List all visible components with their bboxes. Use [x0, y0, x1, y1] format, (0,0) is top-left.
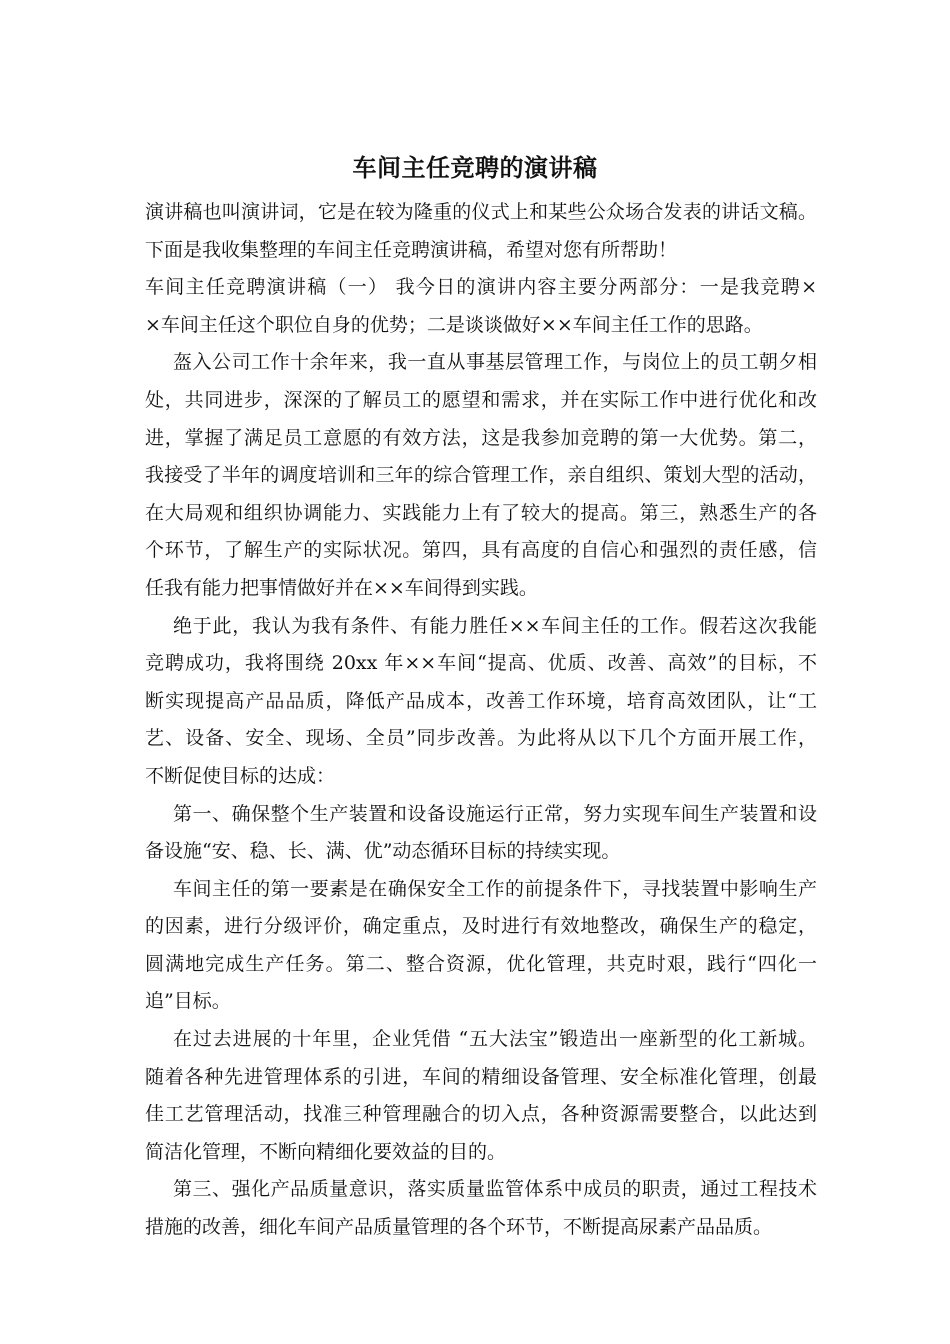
text-line: 盔入公司工作十余年来，我一直从事基层管理工作，与岗位上的员工朝夕相 — [173, 351, 817, 374]
text-line: 在过去进展的十年里，企业凭借 “五大法宝”锻造出一座新型的化工新城。 — [173, 1028, 817, 1051]
text-line: 在大局观和组织协调能力、实践能力上有了较大的提高。第三，熟悉生产的各 — [145, 501, 817, 524]
text-line: ×车间主任这个职位自身的优势；二是谈谈做好××车间主任工作的思路。 — [145, 313, 763, 336]
text-line: 圆满地完成生产任务。第二、整合资源，优化管理，共克时艰，践行“四化一 — [145, 952, 817, 975]
text-line: 下面是我收集整理的车间主任竞聘演讲稿，希望对您有所帮助！ — [145, 238, 678, 261]
text-line: 艺、设备、安全、现场、全员”同步改善。为此将从以下几个方面开展工作， — [145, 727, 817, 750]
text-line: 第三、强化产品质量意识，落实质量监管体系中成员的职责，通过工程技术 — [173, 1178, 817, 1201]
text-line: 第一、确保整个生产装置和设备设施运行正常，努力实现车间生产装置和设 — [173, 802, 817, 825]
text-line: 的因素，进行分级评价，确定重点，及时进行有效地整改，确保生产的稳定， — [145, 915, 817, 938]
text-line: 断实现提高产品品质，降低产品成本，改善工作环境，培育高效团队，让“工 — [145, 689, 817, 712]
text-line: 竞聘成功，我将围绕 20xx 年××车间“提高、优质、改善、高效”的目标，不 — [145, 652, 817, 675]
text-line: 措施的改善，细化车间产品质量管理的各个环节，不断提高尿素产品品质。 — [145, 1216, 773, 1239]
text-line: 演讲稿也叫演讲词，它是在较为隆重的仪式上和某些公众场合发表的讲话文稿。 — [145, 201, 817, 223]
text-line: 处，共同进步，深深的了解员工的愿望和需求，并在实际工作中进行优化和改 — [145, 388, 817, 411]
document-title: 车间主任竞聘的演讲稿 — [352, 153, 598, 182]
text-line: 车间主任的第一要素是在确保安全工作的前提条件下，寻找装置中影响生产 — [173, 877, 817, 900]
text-line: 简洁化管理，不断向精细化要效益的目的。 — [145, 1140, 507, 1163]
text-line: 进，掌握了满足员工意愿的有效方法，这是我参加竞聘的第一大优势。第二， — [145, 426, 817, 449]
text-line: 随着各种先进管理体系的引进，车间的精细设备管理、安全标准化管理，创最 — [145, 1065, 817, 1088]
text-line: 车间主任竞聘演讲稿（一） 我今日的演讲内容主要分两部分：一是我竞聘× — [145, 276, 817, 299]
text-line: 任我有能力把事情做好并在××车间得到实践。 — [145, 576, 538, 599]
text-line: 绝于此，我认为我有条件、有能力胜任××车间主任的工作。假若这次我能 — [173, 614, 817, 637]
text-line: 我接受了半年的调度培训和三年的综合管理工作，亲自组织、策划大型的活动， — [145, 464, 817, 487]
text-line: 佳工艺管理活动，找准三种管理融合的切入点，各种资源需要整合，以此达到 — [145, 1103, 817, 1126]
text-line: 备设施“安、稳、长、满、优”动态循环目标的持续实现。 — [145, 840, 621, 863]
text-line: 追”目标。 — [145, 990, 231, 1013]
document-body — [145, 194, 817, 1247]
text-line: 不断促使目标的达成： — [145, 764, 336, 787]
text-line: 个环节，了解生产的实际状况。第四，具有高度的自信心和强烈的责任感，信 — [145, 539, 817, 562]
